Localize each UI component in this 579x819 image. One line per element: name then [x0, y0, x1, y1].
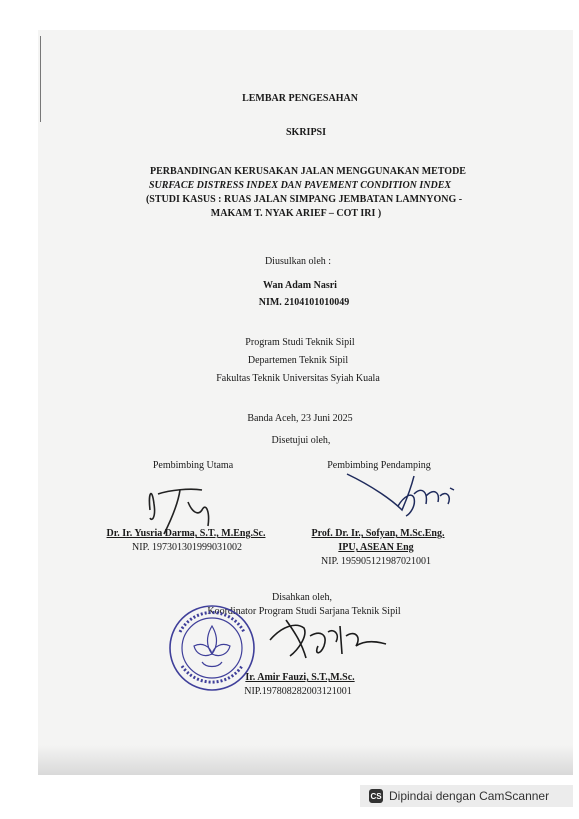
- university-seal-stamp: [166, 602, 258, 694]
- approved-by-label: Disetujui oleh,: [271, 435, 331, 446]
- faculty-name: Fakultas Teknik Universitas Syiah Kuala: [216, 373, 380, 384]
- coordinator-name: Ir. Amir Fauzi, S.T.,M.Sc.: [245, 672, 355, 683]
- header-title: LEMBAR PENGESAHAN: [242, 93, 358, 104]
- student-nim: NIM. 2104101010049: [258, 297, 350, 308]
- camscanner-logo-icon: CS: [369, 789, 383, 803]
- page-bottom-shadow: [38, 745, 573, 775]
- program-name: Program Studi Teknik Sipil: [245, 337, 355, 348]
- thesis-title-line1: PERBANDINGAN KERUSAKAN JALAN MENGGUNAKAN METODE: [150, 166, 466, 177]
- supervisor2-nip: NIP. 195905121987021001: [320, 556, 432, 567]
- ratified-by-label: Disahkan oleh,: [272, 592, 332, 603]
- thesis-title-line2: SURFACE DISTRESS INDEX DAN PAVEMENT CONDITION INDEX: [148, 180, 452, 191]
- supervisor2-name-line1: Prof. Dr. Ir., Sofyan, M.Sc.Eng.: [311, 528, 445, 539]
- coordinator-nip: NIP.197808282003121001: [244, 686, 352, 697]
- supervisor2-signature: [342, 466, 462, 524]
- place-date: Banda Aceh, 23 Juni 2025: [247, 413, 353, 424]
- student-name: Wan Adam Nasri: [263, 280, 337, 291]
- proposed-by-label: Diusulkan oleh :: [264, 256, 332, 267]
- supervisor2-role: Pembimbing Pendamping: [327, 460, 431, 471]
- supervisor1-nip: NIP. 197301301999031002: [131, 542, 243, 553]
- supervisor1-role: Pembimbing Utama: [152, 460, 234, 471]
- department-name: Departemen Teknik Sipil: [247, 355, 349, 366]
- camscanner-watermark: [360, 785, 573, 807]
- coordinator-role: Koordinator Program Studi Sarjana Teknik Sipil: [207, 606, 401, 617]
- supervisor1-name: Dr. Ir. Yusria Darma, S.T., M.Eng.Sc.: [106, 528, 266, 539]
- thesis-title-line4: MAKAM T. NYAK ARIEF – COT IRI ): [210, 208, 382, 219]
- camscanner-label: Dipindai dengan CamScanner: [389, 789, 550, 803]
- scan-edge-line: [40, 36, 41, 122]
- document-type: SKRIPSI: [285, 127, 327, 138]
- supervisor2-name-line2: IPU, ASEAN Eng: [338, 542, 414, 553]
- coordinator-signature: [262, 606, 392, 668]
- thesis-title-line3: (STUDI KASUS : RUAS JALAN SIMPANG JEMBATAN LAMNYONG -: [145, 194, 463, 205]
